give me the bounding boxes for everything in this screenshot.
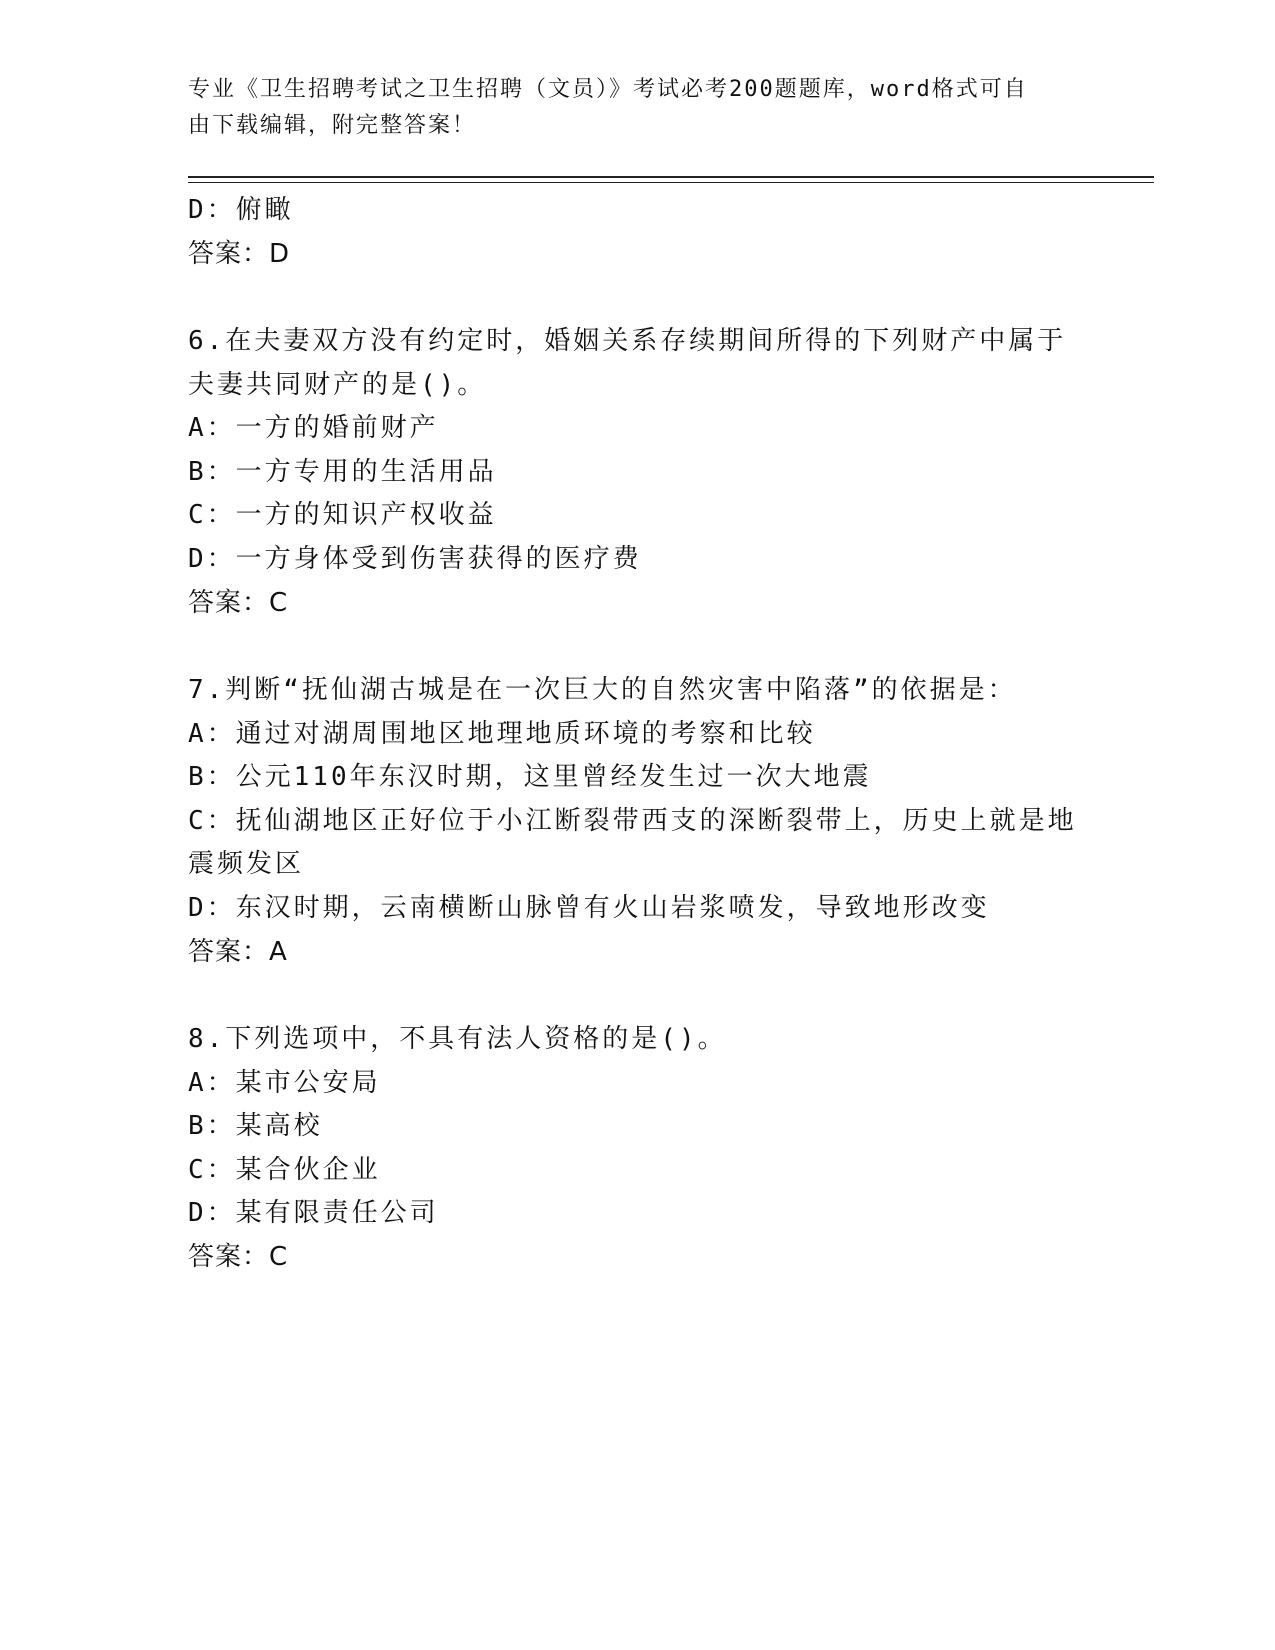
header-line-1: 专业《卫生招聘考试之卫生招聘（文员）》考试必考200题题库，word格式可自 [188,77,1028,102]
q7-answer: 答案：A [188,937,288,967]
q6-answer: 答案：C [188,588,289,618]
q8-option-b: B：某高校 [188,1111,323,1141]
q8-answer: 答案：C [188,1242,289,1272]
q6-option-b: B：一方专用的生活用品 [188,457,497,487]
q5-answer: 答案：D [188,239,291,269]
q7-stem: 7.判断“抚仙湖古城是在一次巨大的自然灾害中陷落”的依据是： [188,675,1017,705]
q8-option-a: A：某市公安局 [188,1068,381,1098]
header-divider-thin [188,182,1154,183]
q6-option-c: C：一方的知识产权收益 [188,500,497,530]
q6-stem-line-1: 6.在夫妻双方没有约定时，婚姻关系存续期间所得的下列财产中属于 [188,326,1067,356]
q8-stem: 8.下列选项中，不具有法人资格的是()。 [188,1024,727,1054]
q6-option-a: A：一方的婚前财产 [188,413,439,443]
q7-option-a: A：通过对湖周围地区地理地质环境的考察和比较 [188,719,816,749]
q7-option-d: D：东汉时期，云南横断山脉曾有火山岩浆喷发，导致地形改变 [188,893,990,923]
header-line-2: 由下载编辑，附完整答案！ [188,113,477,138]
q7-option-b: B：公元110年东汉时期，这里曾经发生过一次大地震 [188,762,872,792]
q7-option-c-line-1: C：抚仙湖地区正好位于小江断裂带西支的深断裂带上，历史上就是地 [188,806,1077,836]
q8-option-d: D：某有限责任公司 [188,1198,439,1228]
q5-option-d: D：俯瞰 [188,195,294,225]
q6-option-d: D：一方身体受到伤害获得的医疗费 [188,544,642,574]
q6-stem-line-2: 夫妻共同财产的是()。 [188,370,487,400]
q7-option-c-line-2: 震频发区 [188,849,305,879]
document-header [188,72,1068,144]
header-divider-thick [188,176,1154,178]
q8-option-c: C：某合伙企业 [188,1155,381,1185]
